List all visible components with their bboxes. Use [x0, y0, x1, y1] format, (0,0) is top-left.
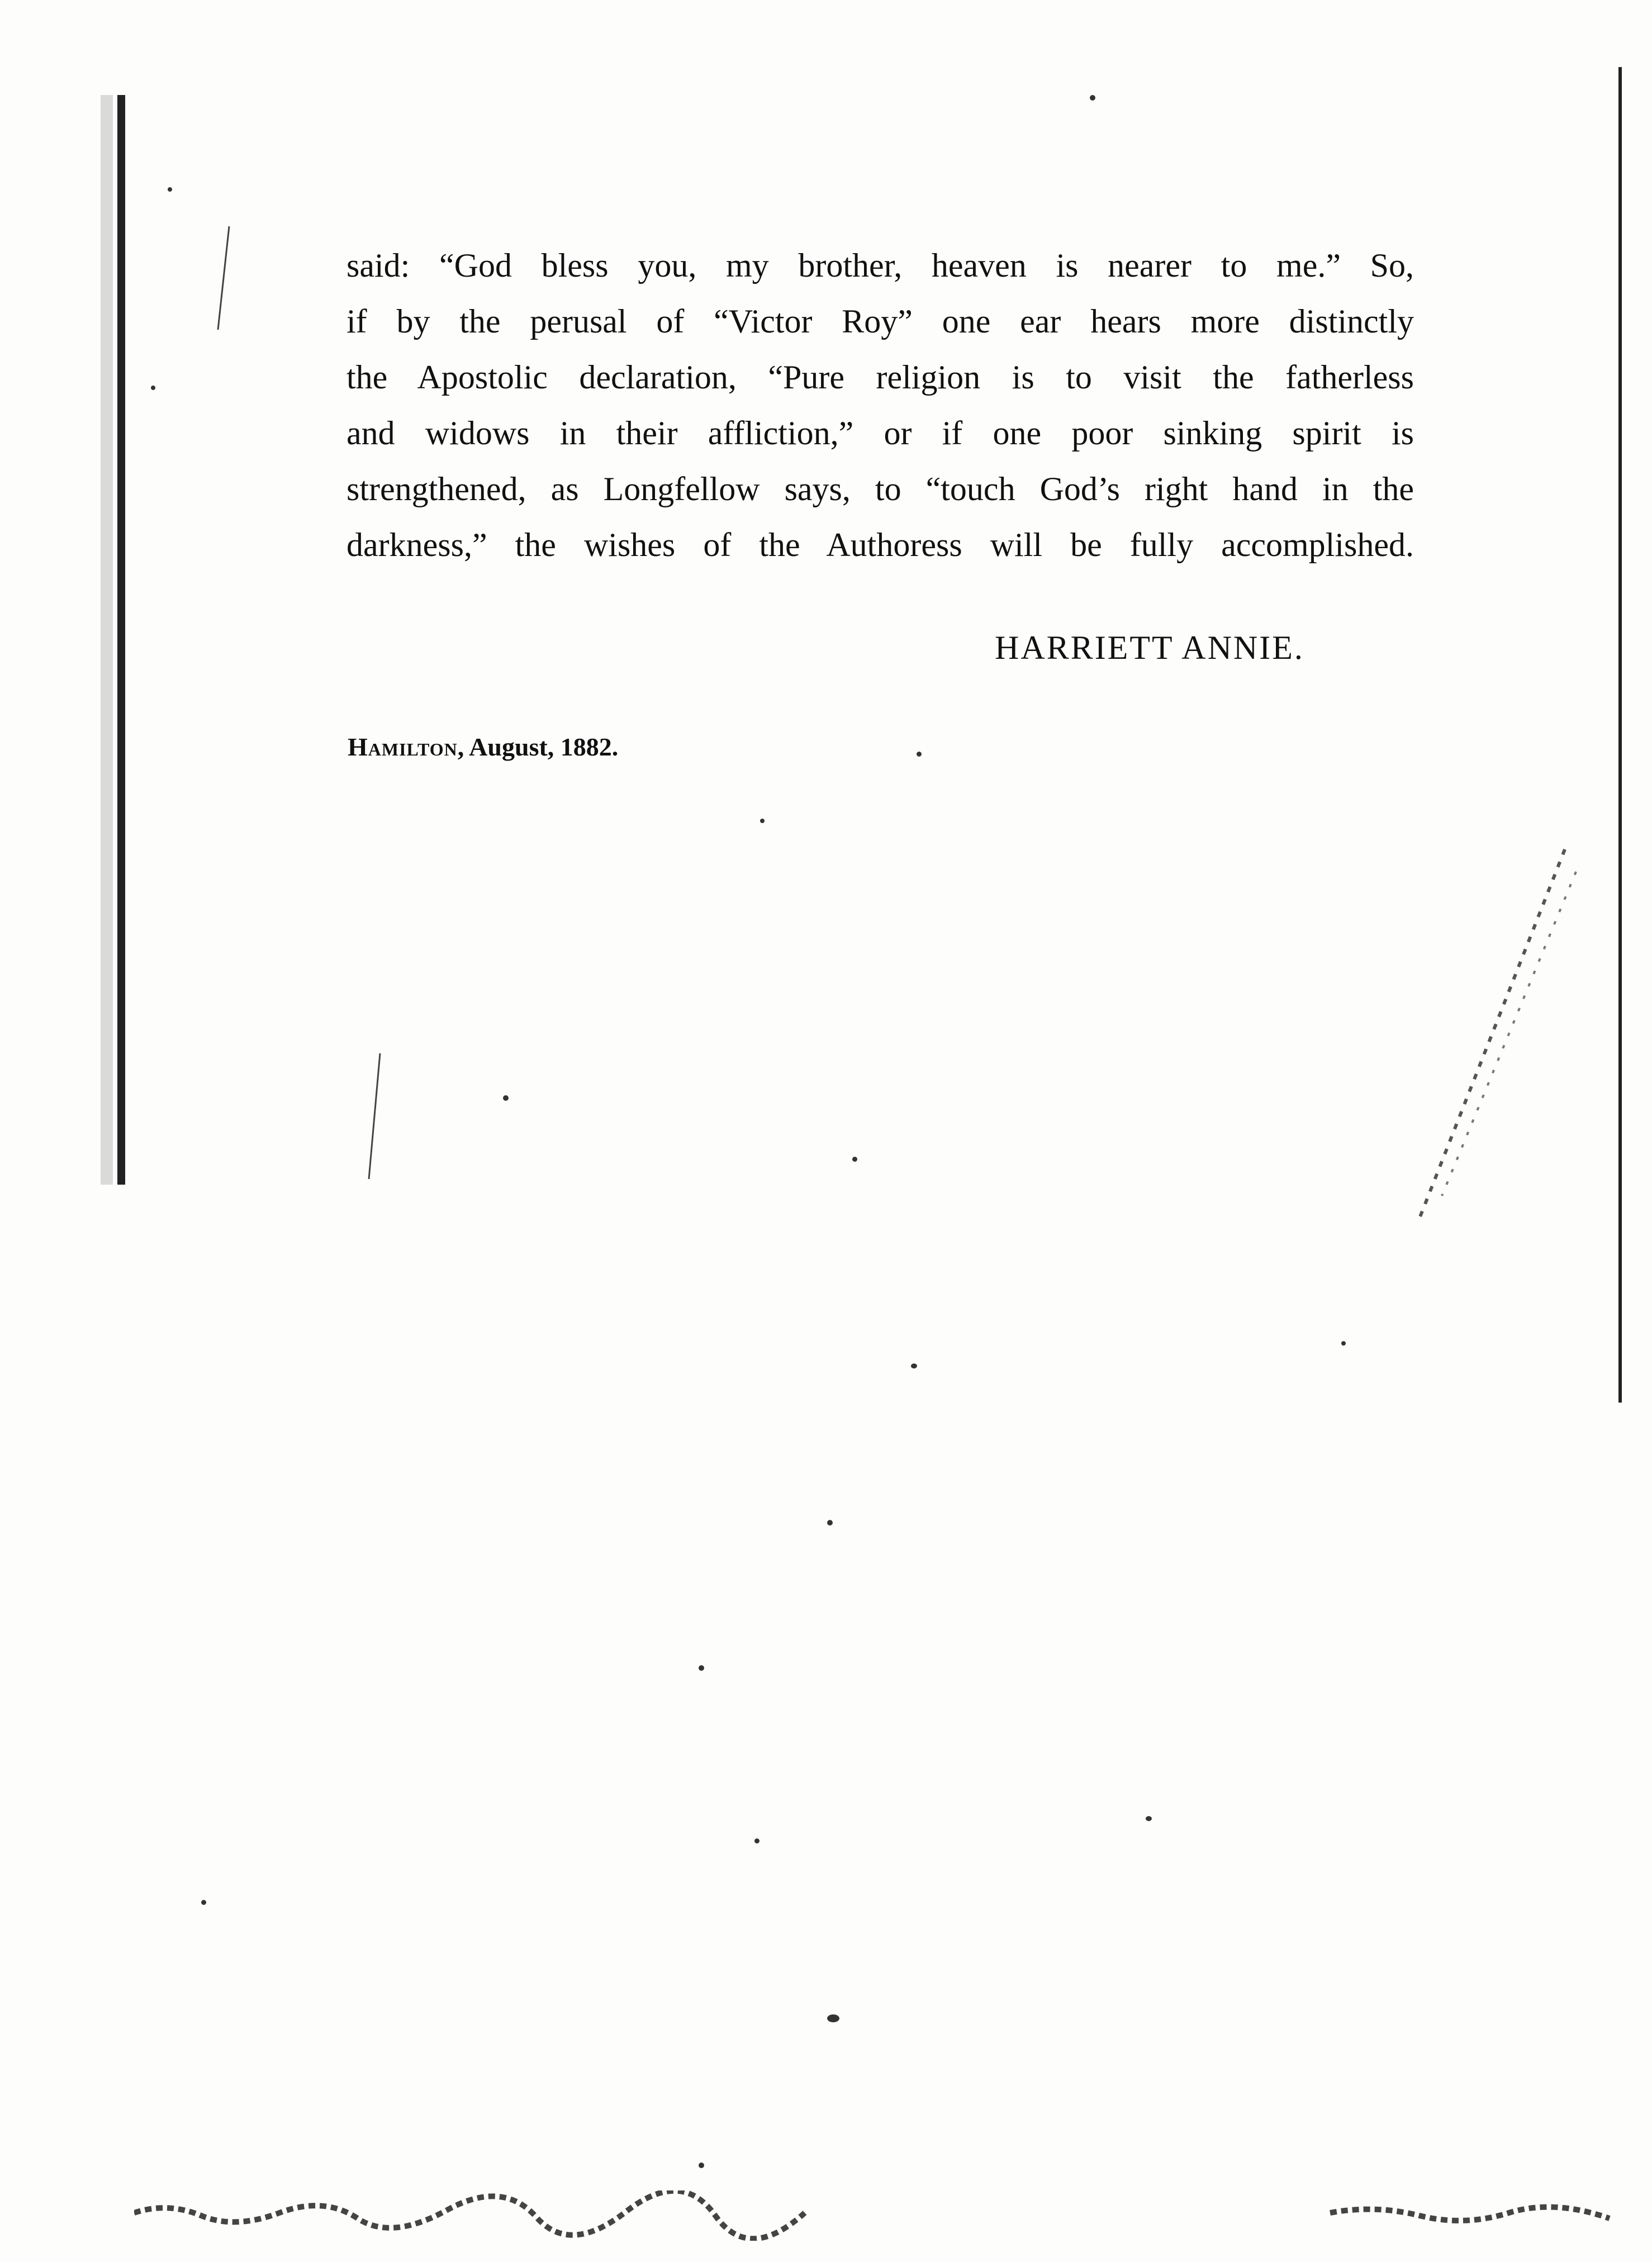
dateline	[348, 732, 618, 762]
dateline-date: , August, 1882.	[457, 733, 619, 761]
bottom-torn-edge	[134, 2190, 1621, 2241]
paper-speck	[699, 1665, 704, 1671]
paper-speck	[151, 386, 155, 390]
paper-speck	[760, 819, 765, 823]
author-signature: HARRIETT ANNIE.	[995, 629, 1304, 666]
letter-paragraph	[346, 237, 1414, 573]
paragraph-line: said: “God bless you, my brother, heaven is nearer to me.” So,	[346, 247, 1414, 284]
paper-speck	[827, 1520, 833, 1526]
paper-speck	[852, 1157, 857, 1162]
paragraph-line: strengthened, as Longfellow says, to “touch God’s right hand in the	[346, 471, 1414, 507]
dateline-place: Hamilton	[348, 733, 458, 761]
right-margin-rule	[1615, 67, 1626, 1408]
ink-scratch-mark	[1397, 838, 1598, 1229]
paper-speck	[754, 1838, 759, 1843]
paper-speck	[1146, 1816, 1152, 1821]
pencil-mark	[212, 224, 235, 335]
paragraph-line: and widows in their affliction,” or if one poor sinking spirit is	[346, 415, 1414, 452]
paragraph-line: the Apostolic declaration, “Pure religion is to visit the fatherless	[346, 359, 1414, 396]
paper-speck	[699, 2163, 704, 2168]
paper-speck	[917, 752, 922, 757]
left-binding-edge	[101, 95, 134, 1190]
paper-speck	[827, 2014, 839, 2022]
paper-speck	[1090, 95, 1095, 101]
paper-speck	[168, 187, 172, 192]
paragraph-line: if by the perusal of “Victor Roy” one ear hears more distinctly	[346, 303, 1414, 340]
paragraph-line: darkness,” the wishes of the Authoress will be fully accomplished.	[346, 526, 1414, 563]
paper-speck	[911, 1363, 917, 1368]
paper-speck	[503, 1095, 509, 1101]
paper-speck	[201, 1900, 206, 1905]
paper-speck	[1341, 1341, 1346, 1346]
pencil-mark	[363, 1051, 386, 1185]
